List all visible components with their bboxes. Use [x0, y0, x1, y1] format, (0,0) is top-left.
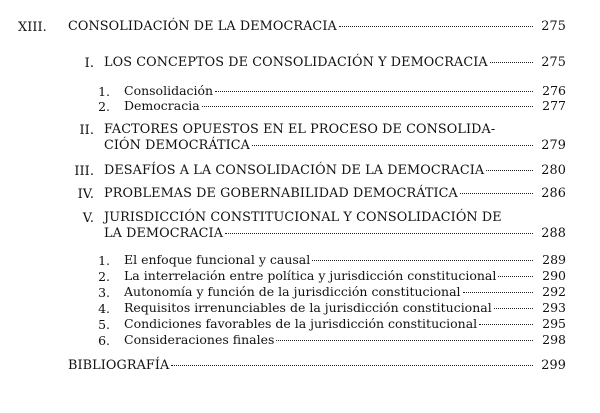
- section-number-3: III.: [74, 164, 94, 179]
- toc-entry-section-1: [104, 56, 566, 70]
- subsection-page: 277: [542, 98, 566, 113]
- toc-entry-subsection: [124, 84, 566, 98]
- subsection-title: El enfoque funcional y causal: [124, 252, 311, 267]
- toc-entry-bibliography: [68, 359, 566, 373]
- toc-entry-subsection: [124, 333, 566, 347]
- section-page-3: 280: [541, 163, 566, 178]
- subsection-title: Democracia: [124, 98, 200, 113]
- toc-entry-subsection: [124, 301, 566, 315]
- section-page-1: 275: [541, 55, 566, 70]
- subsection-page: 292: [542, 284, 566, 299]
- subsection-number: 1.: [98, 253, 110, 268]
- dot-leader: [312, 260, 533, 261]
- subsection-page: 276: [542, 83, 566, 98]
- dot-leader: [494, 308, 533, 309]
- section-number-5: V.: [82, 211, 94, 226]
- bibliography-page: 299: [541, 358, 566, 373]
- section-page-2: 279: [541, 138, 566, 153]
- dot-leader: [215, 91, 533, 92]
- subsection-title: Consideraciones finales: [124, 332, 275, 347]
- subsection-number: 2.: [98, 99, 110, 114]
- subsection-number: 6.: [98, 333, 110, 348]
- toc-entry-subsection: [124, 253, 566, 267]
- section-title-3: DESAFÍOS A LA CONSOLIDACIÓN DE LA DEMOCRACIA: [104, 163, 485, 178]
- toc-entry-subsection: [124, 317, 566, 331]
- subsection-number: 2.: [98, 269, 110, 284]
- bibliography-title: BIBLIOGRAFÍA: [68, 358, 170, 373]
- dot-leader: [339, 26, 533, 27]
- dot-leader: [486, 170, 533, 171]
- section-title-1: LOS CONCEPTOS DE CONSOLIDACIÓN Y DEMOCRACIA: [104, 55, 488, 70]
- chapter-page: 275: [541, 19, 566, 34]
- dot-leader: [276, 340, 533, 341]
- subsection-page: 289: [542, 252, 566, 267]
- dot-leader: [463, 292, 533, 293]
- toc-entry-chapter: [68, 20, 566, 34]
- section-title-4: PROBLEMAS DE GOBERNABILIDAD DEMOCRÁTICA: [104, 186, 458, 201]
- subsection-number: 3.: [98, 285, 110, 300]
- subsection-page: 293: [542, 300, 566, 315]
- section-title-5-line2: LA DEMOCRACIA: [104, 226, 224, 241]
- subsection-title: La interrelación entre política y jurisdicción constitucional: [124, 268, 497, 283]
- subsection-number: 4.: [98, 301, 110, 316]
- section-title-5-line1: JURISDICCIÓN CONSTITUCIONAL Y CONSOLIDACIÓN DE: [104, 210, 502, 225]
- section-number-4: IV.: [77, 187, 94, 202]
- subsection-title: Consolidación: [124, 83, 214, 98]
- toc-entry-section-3: [104, 164, 566, 178]
- chapter-number: XIII.: [18, 20, 47, 35]
- dot-leader: [460, 193, 533, 194]
- toc-entry-section-4: [104, 187, 566, 201]
- subsection-title: Condiciones favorables de la jurisdicción constitucional: [124, 316, 478, 331]
- subsection-number: 1.: [98, 84, 110, 99]
- dot-leader: [490, 62, 533, 63]
- toc-entry-subsection: [124, 99, 566, 113]
- subsection-number: 5.: [98, 317, 110, 332]
- dot-leader: [225, 233, 533, 234]
- subsection-page: 290: [542, 268, 566, 283]
- section-title-2-line1: FACTORES OPUESTOS EN EL PROCESO DE CONSOLIDA-: [104, 122, 496, 137]
- toc-entry-section-2: [104, 139, 566, 153]
- toc-entry-section-5: [104, 227, 566, 241]
- subsection-title: Autonomía y función de la jurisdicción constitucional: [124, 284, 461, 299]
- section-number-1: I.: [84, 56, 94, 71]
- dot-leader: [498, 276, 533, 277]
- subsection-page: 298: [542, 332, 566, 347]
- section-number-2: II.: [79, 123, 94, 138]
- section-title-2-line2: CIÓN DEMOCRÁTICA: [104, 138, 250, 153]
- chapter-title: CONSOLIDACIÓN DE LA DEMOCRACIA: [68, 19, 337, 34]
- section-page-5: 288: [541, 226, 566, 241]
- subsection-title: Requisitos irrenunciables de la jurisdicción constitucional: [124, 300, 492, 315]
- dot-leader: [202, 106, 533, 107]
- toc-entry-subsection: [124, 269, 566, 283]
- section-page-4: 286: [541, 186, 566, 201]
- dot-leader: [252, 145, 533, 146]
- dot-leader: [171, 365, 533, 366]
- toc-entry-subsection: [124, 285, 566, 299]
- dot-leader: [479, 324, 533, 325]
- subsection-page: 295: [542, 316, 566, 331]
